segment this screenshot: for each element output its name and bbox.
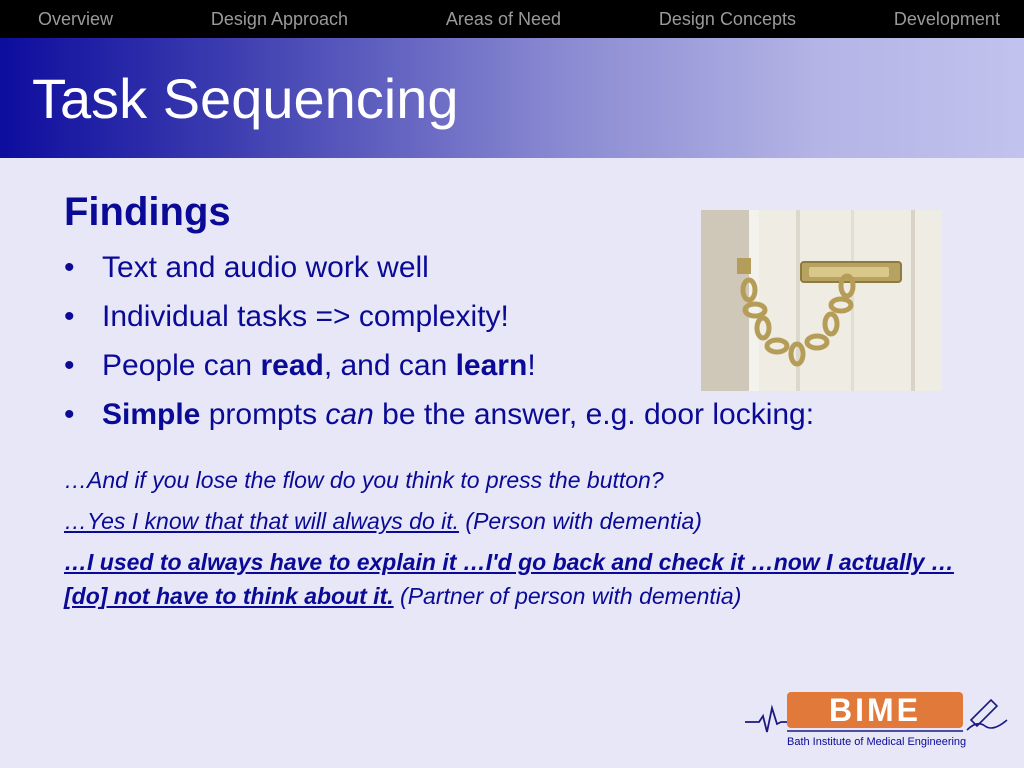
bullet-item [64,393,814,442]
quote-3-text: …I used to always have to explain it …I'd go back and check it …now I actually …[do] not have to think about it. [64,549,954,609]
logo-caption: Bath Institute of Medical Engineering [787,736,967,748]
slide-content [0,158,1024,768]
nav-item-areas-of-need[interactable]: Areas of Need [445,8,561,29]
bime-logo [745,690,1010,752]
nav-item-design-approach[interactable]: Design Approach [210,8,349,29]
quote-1: …And if you lose the flow do you think to press the button? [64,467,664,493]
bullet-italic: can [325,398,374,431]
slide-title: Task Sequencing [32,67,459,130]
bullet-emphasis: Simple [102,398,201,431]
door-chain-lock-photo [701,210,942,391]
bullet-text: Text and audio work well [102,251,429,284]
quote-2-attribution: (Person with dementia) [459,508,702,534]
bullet-emphasis: read [260,349,324,382]
logo-text: BIME [829,692,921,728]
quote-2 [64,504,964,538]
quotes-block [64,463,964,620]
quote-2-text: …Yes I know that that will always do it. [64,508,460,534]
bullet-emphasis: learn [455,349,528,382]
bullet-text: be the answer, e.g. door locking: [373,398,815,431]
nav-item-overview[interactable]: Overview [38,8,114,29]
bullet-text: prompts [200,398,326,431]
bullet-text: ! [527,349,536,382]
slide-header [0,38,1024,158]
bullet-text: , and can [323,349,456,382]
nav-item-design-concepts[interactable]: Design Concepts [658,8,796,29]
bullet-text: People can [102,349,261,382]
top-navigation [0,0,1024,38]
quote-3 [64,545,964,613]
findings-heading: Findings [64,190,231,234]
nav-item-development[interactable]: Development [893,8,1000,29]
quote-3-attribution: (Partner of person with dementia) [393,583,742,609]
bullet-text: Individual tasks => complexity! [102,300,509,333]
